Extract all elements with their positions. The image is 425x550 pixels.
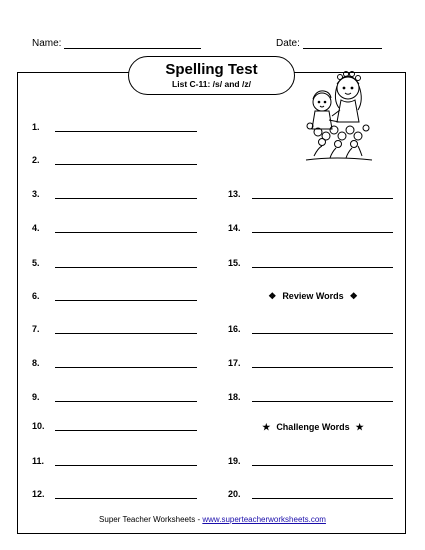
answer-line[interactable] [55,430,197,431]
diamond-icon: ❖ [268,291,277,301]
answer-line[interactable] [55,232,197,233]
item-number: 17. [228,358,241,368]
name-label: Name: [32,38,62,49]
item-number: 9. [32,392,40,402]
answer-row [32,258,197,270]
answer-line[interactable] [252,232,393,233]
list-subtitle: List C-11: /s/ and /z/ [172,79,251,89]
answer-row [32,489,197,501]
answer-row [32,189,197,201]
kids-with-flowers-icon [296,60,380,168]
answer-row [32,223,197,235]
answer-row [228,456,393,468]
challenge-words-heading [238,422,388,433]
title-box [128,56,295,95]
diamond-icon: ❖ [349,291,358,301]
answer-line[interactable] [55,367,197,368]
item-number: 14. [228,223,241,233]
answer-line[interactable] [55,164,197,165]
item-number: 8. [32,358,40,368]
answer-row [228,258,393,270]
answer-line[interactable] [252,198,393,199]
answer-line[interactable] [55,401,197,402]
answer-line[interactable] [252,267,393,268]
answer-line[interactable] [252,465,393,466]
answer-line[interactable] [55,267,197,268]
answer-row [228,489,393,501]
footer-link[interactable]: www.superteacherworksheets.com [202,515,326,524]
item-number: 11. [32,456,45,466]
review-words-heading [238,291,388,302]
item-number: 13. [228,189,241,199]
answer-row [32,291,197,303]
answer-line[interactable] [55,465,197,466]
answer-line[interactable] [252,367,393,368]
item-number: 16. [228,324,241,334]
footer-credit: Super Teacher Worksheets - [99,515,203,524]
answer-row [32,324,197,336]
item-number: 12. [32,489,45,499]
item-number: 4. [32,223,40,233]
answer-line[interactable] [55,198,197,199]
answer-row [32,456,197,468]
answer-row [32,392,197,404]
item-number: 15. [228,258,241,268]
answer-row [228,358,393,370]
answer-line[interactable] [55,300,197,301]
item-number: 18. [228,392,241,402]
answer-line[interactable] [252,498,393,499]
footer [0,515,425,524]
date-field[interactable] [303,48,382,49]
answer-line[interactable] [55,498,197,499]
star-icon: ★ [355,422,364,432]
answer-row [228,223,393,235]
answer-row [32,421,197,433]
review-words-label: Review Words [282,291,344,301]
page-title: Spelling Test [165,61,258,78]
name-field[interactable] [64,48,201,49]
answer-row [32,155,197,167]
item-number: 7. [32,324,40,334]
date-label: Date: [276,38,300,49]
item-number: 20. [228,489,241,499]
item-number: 1. [32,122,40,132]
answer-line[interactable] [55,333,197,334]
answer-row [32,122,197,134]
challenge-words-label: Challenge Words [276,422,350,432]
star-icon: ★ [262,422,271,432]
item-number: 19. [228,456,241,466]
answer-row [32,358,197,370]
item-number: 3. [32,189,40,199]
answer-line[interactable] [252,333,393,334]
item-number: 2. [32,155,40,165]
item-number: 6. [32,291,40,301]
item-number: 10. [32,421,45,431]
answer-line[interactable] [55,131,197,132]
answer-line[interactable] [252,401,393,402]
answer-row [228,189,393,201]
item-number: 5. [32,258,40,268]
answer-row [228,324,393,336]
answer-row [228,392,393,404]
